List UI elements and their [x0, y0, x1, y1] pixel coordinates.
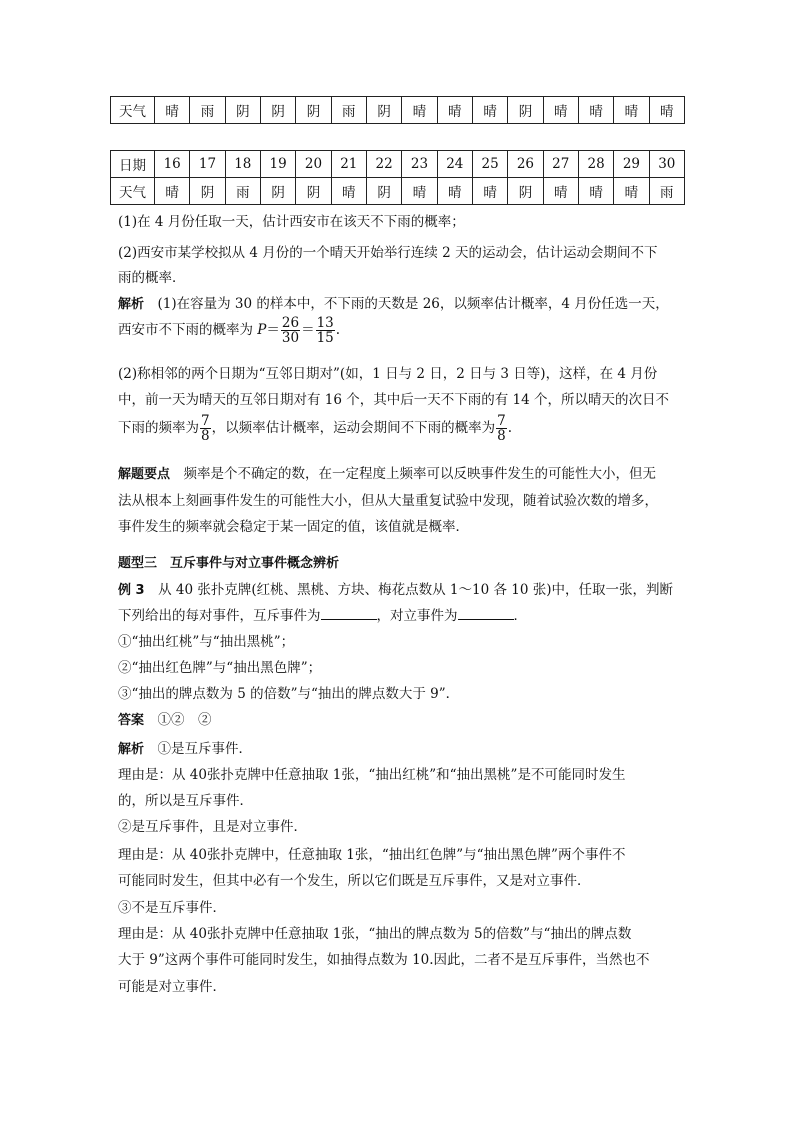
solution-label: 解析 [118, 297, 145, 312]
question-2-line-1: (2)西安市某学校拟从 4 月份的一个晴天开始举行连续 2 天的运动会，估计运动会期间不下 [118, 245, 658, 261]
weather-table-2 [110, 150, 685, 205]
table-cell: 雨 [190, 97, 225, 124]
key-point-line-3: 事件发生的频率就会稳定于某一固定的值，该值就是概率． [118, 519, 469, 535]
fraction-7-8: $\frac{7}{8}$ [201, 413, 210, 444]
table-cell: 阴 [260, 178, 295, 205]
reason-3-line-3: 可能是对立事件． [118, 979, 226, 995]
table-cell: 晴 [472, 178, 507, 205]
probability-symbol: P [257, 322, 267, 338]
row-header: 天气 [111, 97, 155, 124]
table-cell: 阴 [508, 97, 543, 124]
reason-2-line-2: 可能同时发生，但其中必有一个发生，所以它们既是互斥事件，又是对立事件． [118, 873, 591, 889]
table-cell: 雨 [331, 97, 366, 124]
table-cell: 阴 [508, 178, 543, 205]
table-cell: 雨 [649, 178, 684, 205]
key-point-line-1: 解题要点 频率是个不确定的数，在一定程度上频率可以反映事件发生的可能性大小，但无 [118, 466, 657, 482]
table-cell: 阴 [296, 97, 331, 124]
row-header: 日期 [111, 151, 155, 178]
table-cell: 17 [190, 151, 225, 178]
table-cell: 19 [260, 151, 295, 178]
solution-3-line-1: 解析 ①是互斥事件． [118, 741, 253, 757]
reason-3-line-1: 理由是：从 40张扑克牌中任意抽取 1张，“抽出的牌点数为 5的倍数”与“抽出的牌点数 [118, 926, 632, 942]
table-cell: 晴 [543, 178, 578, 205]
reason-2-line-1: 理由是：从 40张扑克牌中，任意抽取 1张，“抽出红色牌”与“抽出黑色牌”两个事件不 [118, 847, 626, 863]
table-cell: 晴 [437, 178, 472, 205]
answer-label: 答案 [118, 713, 145, 728]
table-cell: 晴 [614, 178, 649, 205]
table-cell: 20 [296, 151, 331, 178]
key-point-label: 解题要点 [118, 467, 171, 482]
table-row [111, 97, 685, 124]
question-1: (1)在 4 月份任取一天，估计西安市在该天不下雨的概率； [118, 214, 465, 230]
statement-2: ②是互斥事件，且是对立事件． [118, 819, 307, 835]
fraction-13-15: $\frac{13}{15}$ [316, 315, 334, 346]
table-cell: 18 [225, 151, 260, 178]
table-cell: 晴 [649, 97, 684, 124]
table-cell: 晴 [155, 178, 190, 205]
table-cell: 雨 [225, 178, 260, 205]
answer-blank [458, 607, 514, 620]
solution-label: 解析 [118, 742, 145, 757]
reason-1-line-2: 的，所以是互斥事件． [118, 793, 253, 809]
weather-table-1 [110, 96, 685, 124]
answer-line: 答案 ①② ② [118, 712, 212, 728]
table-cell: 晴 [402, 178, 437, 205]
table-cell: 晴 [331, 178, 366, 205]
fraction-26-30: $\frac{26}{30}$ [281, 315, 300, 346]
event-pair-1: ①“抽出红桃”与“抽出黑桃”； [118, 634, 295, 650]
table-cell: 27 [543, 151, 578, 178]
table-cell: 阴 [366, 97, 401, 124]
table-cell: 阴 [366, 178, 401, 205]
event-pair-3: ③“抽出的牌点数为 5 的倍数”与“抽出的牌点数大于 9”． [118, 686, 460, 702]
table-cell: 29 [614, 151, 649, 178]
section-title: 题型三 互斥事件与对立事件概念辨析 [118, 556, 340, 571]
reason-1-line-1: 理由是：从 40张扑克牌中任意抽取 1张，“抽出红桃”和“抽出黑桃”是不可能同时发生 [118, 767, 626, 783]
solution-p2-line-3: 下雨的频率为 $\frac{7}{8}$ ，以频率估计概率，运动会期间不下雨的概率为 $\frac{7}{8}$ . [118, 413, 512, 444]
table-cell: 晴 [437, 97, 472, 124]
table-cell: 晴 [155, 97, 190, 124]
table-cell: 阴 [260, 97, 295, 124]
table-cell: 23 [402, 151, 437, 178]
example-label: 例 3 [118, 583, 145, 598]
table-row [111, 151, 685, 178]
table-cell: 晴 [614, 97, 649, 124]
table-cell: 阴 [190, 178, 225, 205]
statement-3: ③不是互斥事件． [118, 900, 226, 916]
table-cell: 25 [472, 151, 507, 178]
example-3-line-1: 例 3 从 40 张扑克牌(红桃、黑桃、方块、梅花点数从 1～10 各 10 张)中，任取一张，判断 [118, 582, 673, 598]
fraction-7-8: $\frac{7}{8}$ [497, 413, 506, 444]
solution-p2-line-2: 中，前一天为晴天的互邻日期对有 16 个，其中后一天不下雨的有 14 个，所以晴天的次日不 [118, 392, 670, 408]
table-cell: 28 [578, 151, 613, 178]
table-cell: 16 [155, 151, 190, 178]
question-2-line-2: 雨的概率． [118, 270, 186, 286]
example-3-line-2: 下列给出的每对事件，互斥事件为 ，对立事件为 ． [118, 608, 527, 624]
table-cell: 22 [366, 151, 401, 178]
event-pair-2: ②“抽出红色牌”与“抽出黑色牌”； [118, 660, 322, 676]
table-cell: 24 [437, 151, 472, 178]
table-cell: 21 [331, 151, 366, 178]
table-cell: 晴 [472, 97, 507, 124]
table-cell: 晴 [578, 97, 613, 124]
solution-p1-line-1: 解析 (1)在容量为 30 的样本中，不下雨的天数是 26，以频率估计概率，4 月份任选一天， [118, 296, 669, 312]
solution-p2-line-1: (2)称相邻的两个日期为“互邻日期对”(如，1 日与 2 日，2 日与 3 日等)，这样，在 4 月份 [118, 366, 658, 382]
table-row [111, 178, 685, 205]
table-cell: 26 [508, 151, 543, 178]
table-cell: 晴 [402, 97, 437, 124]
table-cell: 阴 [225, 97, 260, 124]
table-cell: 30 [649, 151, 684, 178]
answer-blank [321, 607, 377, 620]
row-header: 天气 [111, 178, 155, 205]
key-point-line-2: 法从根本上刻画事件发生的可能性大小，但从大量重复试验中发现，随着试验次数的增多， [118, 493, 658, 509]
table-cell: 阴 [296, 178, 331, 205]
table-cell: 晴 [543, 97, 578, 124]
table-cell: 晴 [578, 178, 613, 205]
reason-3-line-2: 大于 9”这两个事件可能同时发生，如抽得点数为 10.因此，二者不是互斥事件，当然也不 [118, 952, 650, 968]
solution-p1-line-2: 西安市不下雨的概率为 P＝ $\frac{26}{30}$ ＝ $\frac{13}{15}$ . [118, 315, 341, 346]
